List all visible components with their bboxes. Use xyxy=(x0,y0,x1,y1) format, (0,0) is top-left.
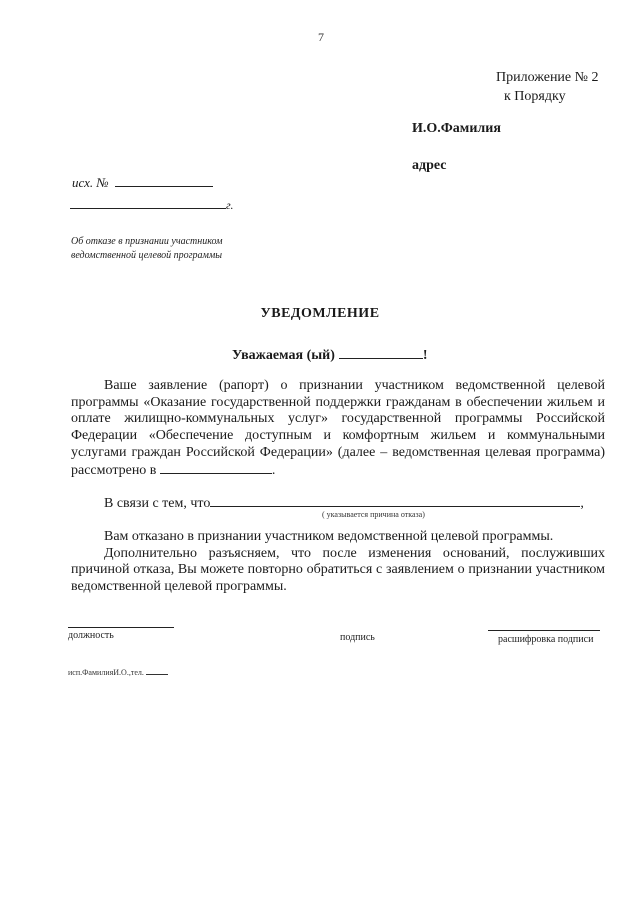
paragraph-application-end: . xyxy=(271,462,276,478)
decode-rule xyxy=(488,630,600,631)
recipient-name: И.О.Фамилия xyxy=(412,121,501,136)
outgoing-number xyxy=(72,174,213,191)
signature-position-label: должность xyxy=(68,630,114,641)
reason-suffix: , xyxy=(580,496,584,511)
subject-line-1: Об отказе в признании участником xyxy=(71,236,223,247)
outgoing-date xyxy=(70,198,234,213)
executor-line xyxy=(68,667,168,677)
subject-line-2: ведомственной целевой программы xyxy=(71,250,223,261)
outgoing-date-suffix: г. xyxy=(226,198,234,212)
paragraph-application-text: Ваше заявление (рапорт) о признании участником ведомственной целевой программы «Оказание государственной поддержки гражданам в обеспечении жильем и оплате жилищно-коммунальных услуг» государственной программы Российской Федерации «Обеспечение доступным и комфортным жильем и коммунальными услугами граждан Российской Федерации» (далее – ведомственная целевая программа) рассмотрено в xyxy=(71,378,605,478)
paragraph-refusal-line-2: Дополнительно разъясняем, что после изменения оснований, послуживших причиной отказа, Вы можете повторно обратиться с заявлением о признании участником ведомственной целевой программы. xyxy=(71,545,605,595)
position-rule xyxy=(68,627,174,628)
greeting-suffix: ! xyxy=(422,348,428,363)
review-place-blank xyxy=(160,462,272,474)
reason-prefix: В связи с тем, что xyxy=(104,496,211,511)
outgoing-number-label: исх. № xyxy=(72,175,109,190)
paragraph-application xyxy=(71,378,605,479)
signature-label: подпись xyxy=(340,632,375,643)
executor-label: исп.ФамилияИ.О.,тел. xyxy=(68,668,144,677)
paragraph-refusal xyxy=(71,529,605,596)
paragraph-refusal-line-1: Вам отказано в признании участником ведомственной целевой программы. xyxy=(104,529,554,544)
reason-blank xyxy=(210,495,580,507)
subject-line xyxy=(71,235,223,263)
greeting-name-blank xyxy=(339,346,423,359)
appendix-line-2: к Порядку xyxy=(504,89,566,104)
outgoing-date-blank xyxy=(70,198,226,209)
reason-hint: ( указывается причина отказа) xyxy=(322,510,425,519)
appendix-header xyxy=(496,68,599,106)
page-number: 7 xyxy=(318,30,324,44)
greeting xyxy=(232,346,428,364)
recipient-address: адрес xyxy=(412,158,447,173)
executor-phone-blank xyxy=(146,667,168,675)
signature-decode-label: расшифровка подписи xyxy=(498,634,594,645)
appendix-line-1: Приложение № 2 xyxy=(496,70,599,85)
notice-title: УВЕДОМЛЕНИЕ xyxy=(260,306,380,321)
outgoing-number-blank xyxy=(115,174,213,187)
greeting-prefix: Уважаемая (ый) xyxy=(232,348,335,363)
